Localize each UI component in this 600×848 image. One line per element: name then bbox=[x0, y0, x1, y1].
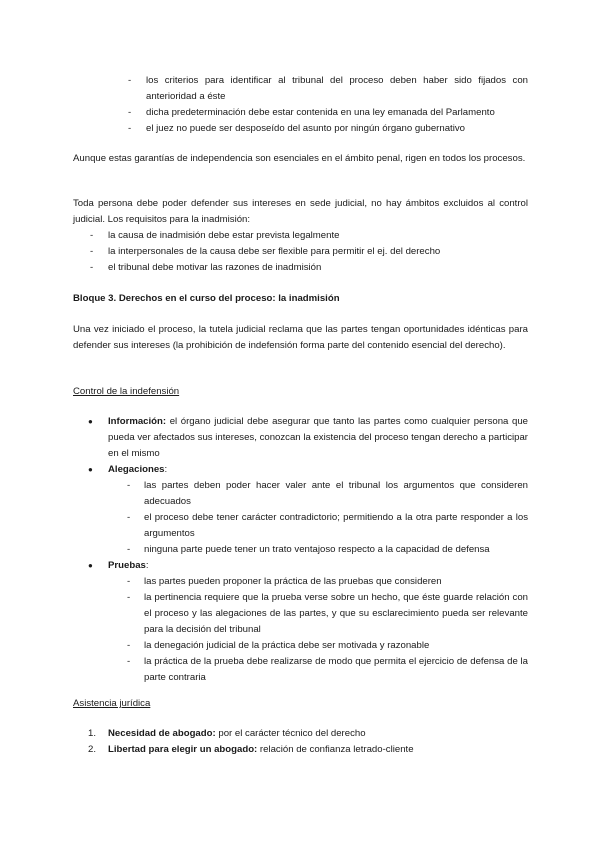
section-heading-asistencia: Asistencia jurídica bbox=[73, 698, 151, 709]
list-item: - la causa de inadmisión debe estar prevista legalmente bbox=[90, 228, 528, 244]
list-item: - dicha predeterminación debe estar contenida en una ley emanada del Parlamento bbox=[128, 105, 528, 121]
list-item: 1. Necesidad de abogado: por el carácter técnico del derecho bbox=[88, 728, 366, 739]
list-item: - la interpersonales de la causa debe ser flexible para permitir el ej. del derecho bbox=[90, 244, 528, 260]
paragraph-proceso: Una vez iniciado el proceso, la tutela judicial reclama que las partes tengan oportunidades idénticas para defender sus intereses (la prohibición de indefensión forma parte del contenido esencial del derecho). bbox=[73, 324, 528, 351]
list-item: - la práctica de la prueba debe realizarse de modo que permita el ejercicio de defensa de la parte contraria bbox=[108, 654, 528, 686]
list-item: - el tribunal debe motivar las razones de inadmisión bbox=[90, 260, 528, 276]
section-heading-bloque3: Bloque 3. Derechos en el curso del proceso: la inadmisión bbox=[73, 293, 340, 304]
list-item: - ninguna parte puede tener un trato ventajoso respecto a la capacidad de defensa bbox=[108, 542, 528, 558]
list-item: - las partes deben poder hacer valer ante el tribunal los argumentos que consideren adecuados bbox=[108, 478, 528, 510]
list-item: - la denegación judicial de la práctica debe ser motivada y razonable bbox=[108, 638, 528, 654]
list-item: 2. Libertad para elegir un abogado: relación de confianza letrado-cliente bbox=[88, 744, 414, 755]
list-item: - los criterios para identificar al tribunal del proceso deben haber sido fijados con anterioridad a éste bbox=[128, 73, 528, 105]
alegaciones-sublist bbox=[108, 478, 528, 558]
list-item: - la pertinencia requiere que la prueba verse sobre un hecho, que éste guarde relación con el proceso y las alegaciones de las partes, y que su esclarecimiento pueda ser relevante para la decisión del tribunal bbox=[108, 590, 528, 638]
list-item-alegaciones: ● Alegaciones: - las partes deben poder hacer valer ante el tribunal los argumentos que consideren adecuados - el proceso debe tener carácter contradictorio; permitiendo a la otra parte responder a los argumentos - ninguna parte puede tener un trato ventajoso respecto a la capacidad de defensa bbox=[108, 462, 528, 558]
list-item-pruebas: ● Pruebas: - las partes pueden proponer la práctica de las pruebas que consideren - la pertinencia requiere que la prueba verse sobre un hecho, que éste guarde relación con el proceso y las alegaciones de las partes, y que su esclarecimiento pueda ser relevante para la decisión del tribunal - la denegación judicial de la práctica debe ser motivada y razonable - la práctica de la prueba debe realizarse de modo que permita el ejercicio de defensa de la parte contraria bbox=[108, 558, 528, 686]
paragraph-garantias: Aunque estas garantías de independencia son esenciales en el ámbito penal, rigen en todos los procesos. bbox=[73, 153, 526, 164]
pruebas-sublist bbox=[108, 574, 528, 686]
control-indefension-list bbox=[108, 414, 528, 686]
list-item: - el juez no puede ser desposeído del asunto por ningún órgano gubernativo bbox=[128, 121, 528, 137]
asistencia-list bbox=[88, 726, 528, 758]
list-item: - el proceso debe tener carácter contradictorio; permitiendo a la otra parte responder a los argumentos bbox=[108, 510, 528, 542]
list-item-informacion: ● Información: el órgano judicial debe asegurar que tanto las partes como cualquier persona que pueda ver afectados sus intereses, conozcan la existencia del proceso tengan derecho a participar en el mismo bbox=[108, 414, 528, 462]
inadmision-list bbox=[90, 228, 528, 276]
section-heading-control: Control de la indefensión bbox=[73, 386, 180, 397]
list-item: - las partes pueden proponer la práctica de las pruebas que consideren bbox=[108, 574, 528, 590]
top-criteria-list bbox=[128, 73, 528, 137]
paragraph-defensa: Toda persona debe poder defender sus intereses en sede judicial, no hay ámbitos excluidos al control judicial. Los requisitos para la inadmisión: bbox=[73, 198, 528, 225]
